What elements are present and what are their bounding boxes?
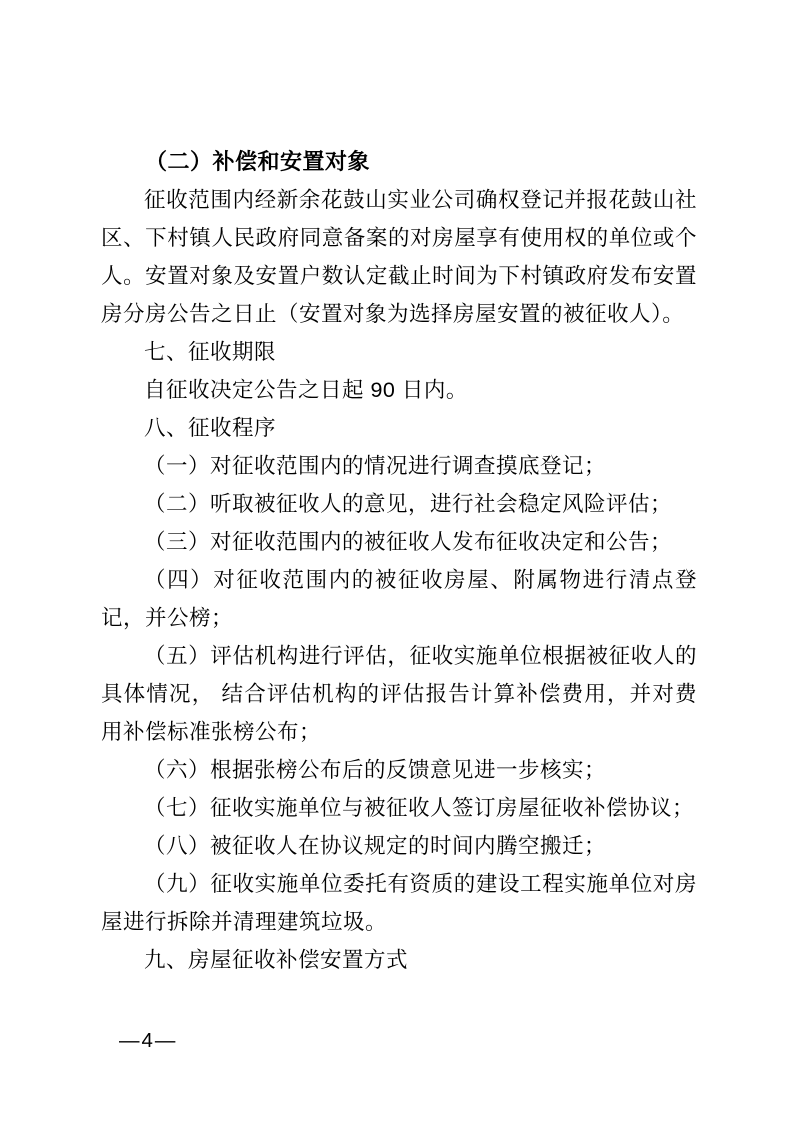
paragraph-compensation-scope: 征收范围内经新余花鼓山实业公司确权登记并报花鼓山社区、下村镇人民政府同意备案的对房屋享有使用权的单位或个人。安置对象及安置户数认定截止时间为下村镇政府发布安置房分房公告之日止（安置对象为选择房屋安置的被征收人）。 [101,188,697,326]
document-body [101,143,697,979]
section-heading-compensation-targets: （二）补偿和安置对象 [145,149,371,174]
procedure-step-6: （六）根据张榜公布后的反馈意见进一步核实； [144,758,607,782]
heading-item-8-expropriation-procedure: 八、征收程序 [144,416,277,440]
procedure-step-4: （四）对征收范围内的被征收房屋、附属物进行清点登记，并公榜； [101,568,697,630]
procedure-step-5: （五）评估机构进行评估，征收实施单位根据被征收人的具体情况， 结合评估机构的评估报告计算补偿费用，并对费用补偿标准张榜公布； [101,644,697,744]
paragraph-period-90-days: 自征收决定公告之日起 90 日内。 [144,378,468,402]
procedure-step-7: （七）征收实施单位与被征收人签订房屋征收补偿协议； [144,796,695,820]
procedure-step-8: （八）被征收人在协议规定的时间内腾空搬迁； [144,834,607,858]
heading-item-7-expropriation-period: 七、征收期限 [144,340,277,364]
procedure-step-2: （二）听取被征收人的意见，进行社会稳定风险评估； [144,492,673,516]
heading-item-9-compensation-method: 九、房屋征收补偿安置方式 [144,948,409,972]
page-number: —4— [119,1029,178,1052]
procedure-step-3: （三）对征收范围内的被征收人发布征收决定和公告； [144,530,673,554]
procedure-step-1: （一）对征收范围内的情况进行调查摸底登记； [144,454,607,478]
procedure-step-9: （九）征收实施单位委托有资质的建设工程实施单位对房屋进行拆除并清理建筑垃圾。 [101,872,697,934]
